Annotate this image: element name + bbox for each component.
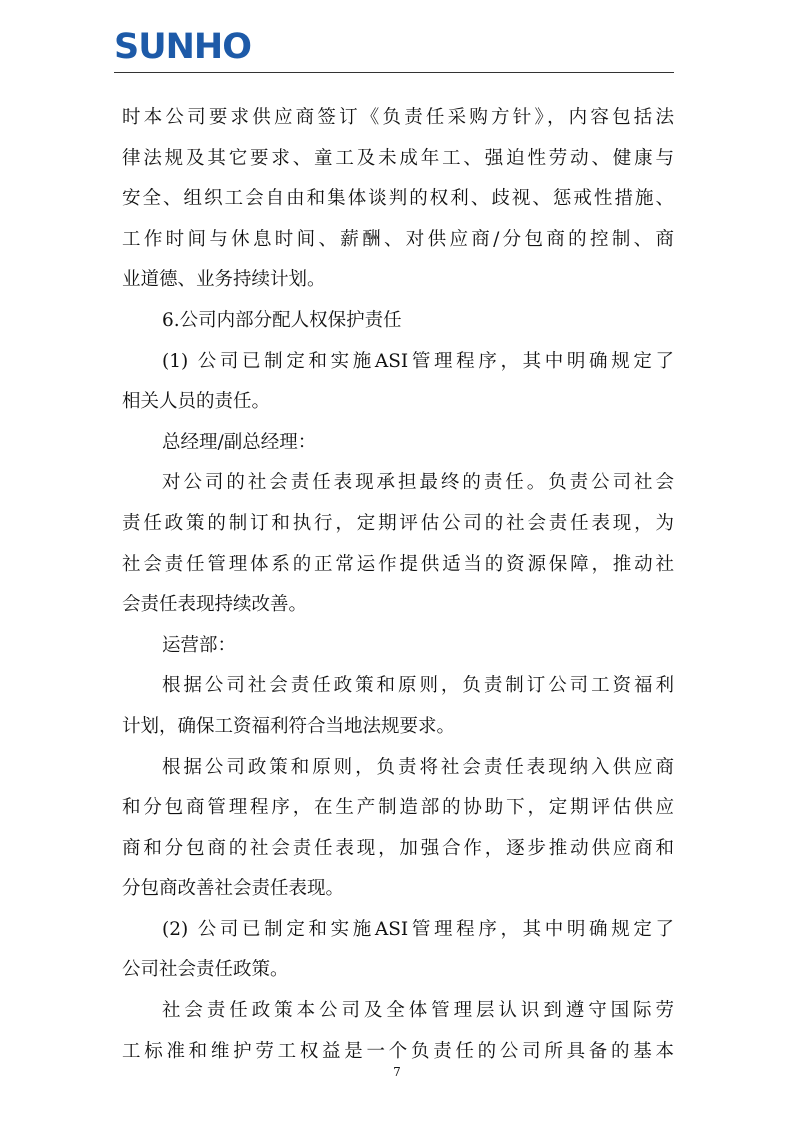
body-line: 律法规及其它要求、童工及未成年工、强迫性劳动、健康与 (122, 147, 674, 169)
section-heading: 6.公司内部分配人权保护责任 (162, 309, 402, 331)
body-line: 责任政策的制订和执行，定期评估公司的社会责任表现，为 (122, 512, 674, 534)
body-line: 相关人员的责任。 (122, 391, 271, 413)
body-line: 安全、组织工会自由和集体谈判的权利、歧视、惩戒性措施、 (122, 188, 674, 210)
page-number: 7 (393, 1065, 401, 1079)
body-line: 工标准和维护劳工权益是一个负责任的公司所具备的基本 (122, 1040, 674, 1062)
body-line: 对公司的社会责任表现承担最终的责任。负责公司社会 (162, 472, 674, 494)
body-line: 工作时间与休息时间、薪酬、对供应商/分包商的控制、商 (122, 228, 674, 250)
body-line: (1) 公司已制定和实施ASI管理程序，其中明确规定了 (162, 350, 674, 372)
body-line: 分包商改善社会责任表现。 (122, 878, 345, 900)
body-line: (2) 公司已制定和实施ASI管理程序，其中明确规定了 (162, 918, 674, 940)
role-heading: 运营部： (162, 634, 237, 656)
body-line: 和分包商管理程序，在生产制造部的协助下，定期评估供应 (122, 797, 674, 819)
body-line: 社会责任管理体系的正常运作提供适当的资源保障，推动社 (122, 553, 674, 575)
body-line: 时本公司要求供应商签订《负责任采购方针》，内容包括法 (122, 107, 674, 128)
body-line: 业道德、业务持续计划。 (122, 269, 326, 291)
header-divider (114, 72, 674, 73)
body-line: 社会责任政策本公司及全体管理层认识到遵守国际劳 (162, 1000, 674, 1022)
body-line: 商和分包商的社会责任表现，加强合作，逐步推动供应商和 (122, 837, 674, 859)
company-logo: SUNHO (114, 27, 251, 67)
role-heading: 总经理/副总经理： (162, 431, 317, 453)
body-line: 公司社会责任政策。 (122, 959, 289, 981)
body-line: 会责任表现持续改善。 (122, 594, 308, 616)
body-line: 根据公司社会责任政策和原则，负责制订公司工资福利 (162, 675, 674, 697)
body-line: 计划，确保工资福利符合当地法规要求。 (122, 715, 456, 737)
body-line: 根据公司政策和原则，负责将社会责任表现纳入供应商 (162, 756, 674, 778)
document-body (122, 103, 674, 1077)
